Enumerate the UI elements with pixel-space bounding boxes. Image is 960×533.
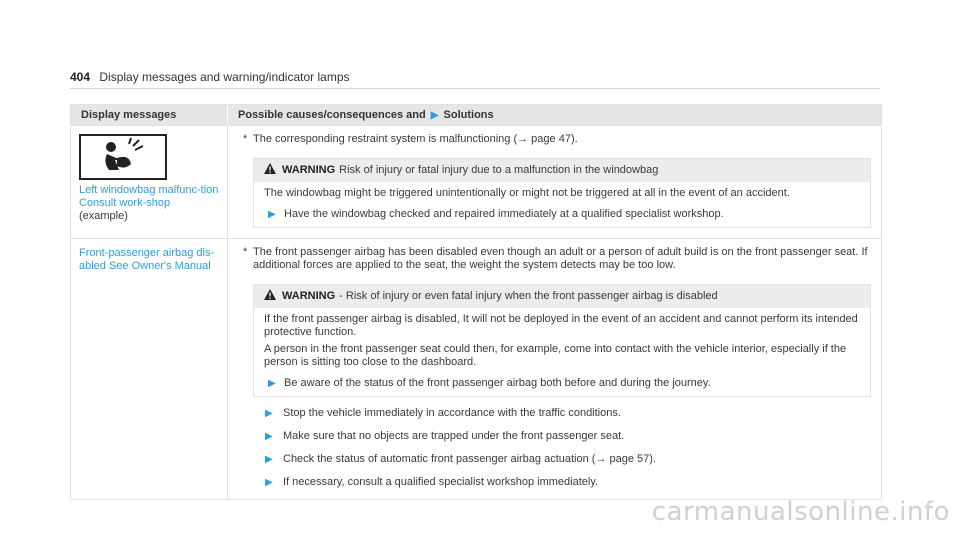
page-number: 404 — [70, 70, 91, 84]
step-item — [243, 476, 871, 489]
watermark: carmanualsonline.info — [651, 497, 950, 527]
play-arrow-icon: ▶ — [268, 378, 276, 389]
step-text: Make sure that no objects are trapped under the front passenger seat. — [283, 430, 625, 442]
step-item — [243, 407, 871, 420]
warning-action-text: Have the windowbag checked and repaired immediately at a qualified specialist workshop. — [284, 208, 724, 220]
play-arrow-icon: ▶ — [265, 431, 273, 442]
warning-text: The windowbag might be triggered unintentionally or might not be triggered at all in the event of an accident. — [264, 187, 790, 199]
play-arrow-icon: ▶ — [265, 408, 273, 419]
warning-box — [253, 284, 871, 397]
causes-cell — [228, 126, 881, 238]
play-arrow-icon: ▶ — [265, 477, 273, 488]
step-item — [243, 453, 871, 466]
display-message-cell — [71, 239, 228, 499]
warning-header — [254, 159, 870, 182]
step-item — [243, 430, 871, 443]
warning-body — [254, 308, 870, 396]
warning-body — [254, 182, 870, 227]
message-link[interactable]: Front-passenger airbag dis-abled See Owner's Manual — [79, 247, 215, 272]
message-link[interactable]: Left windowbag malfunc-tion Consult work-shop — [79, 184, 219, 209]
warning-action — [264, 377, 860, 390]
step-text: If necessary, consult a qualified specialist workshop immediately. — [283, 476, 599, 488]
warning-text: If the front passenger airbag is disabled, It will not be deployed in the event of an accident and cannot perform its intended protective function. — [264, 313, 858, 338]
col-header-causes — [228, 105, 881, 125]
cause-item — [243, 133, 871, 146]
step-text: Stop the vehicle immediately in accordance with the traffic conditions. — [283, 407, 621, 419]
col-header-solutions-text: Solutions — [443, 109, 494, 121]
play-arrow-icon: ▶ — [430, 110, 439, 121]
airbag-warning-icon — [79, 134, 167, 180]
step-text[interactable]: Check the status of automatic front passenger airbag actuation (→ page 57). — [283, 453, 656, 465]
warning-triangle-icon — [264, 163, 276, 178]
warning-triangle-icon — [264, 289, 276, 304]
warning-header — [254, 285, 870, 308]
table-row — [71, 238, 881, 499]
message-suffix: (example) — [79, 210, 128, 222]
header-rule — [70, 88, 880, 89]
cause-item — [243, 246, 871, 272]
warning-label: WARNING — [282, 164, 336, 176]
page-title: Display messages and warning/indicator lamps — [99, 70, 350, 84]
page-header — [70, 70, 350, 84]
messages-table — [70, 104, 882, 500]
cause-star: * — [243, 246, 248, 258]
warning-title: Risk of injury or fatal injury due to a malfunction in the windowbag — [339, 164, 659, 176]
col-header-causes-text: Possible causes/consequences and — [238, 109, 426, 121]
cause-text: The corresponding restraint system is malfunctioning ( — [253, 133, 518, 145]
warning-text: A person in the front passenger seat could then, for example, come into contact with the vehicle interior, especially if the person is sitting too close to the dashboard. — [264, 343, 847, 368]
warning-action — [264, 208, 860, 221]
cause-text: The front passenger airbag has been disabled even though an adult or a person of adult build is on the front passenger seat. If additional forces are applied to the seat, the weight the system detects may be too low. — [253, 246, 868, 271]
warning-label: WARNING — [282, 290, 336, 302]
causes-cell — [228, 239, 881, 499]
warning-action-text: Be aware of the status of the front passenger airbag both before and during the journey. — [284, 377, 711, 389]
col-header-display-messages: Display messages — [71, 105, 228, 125]
display-message-cell — [71, 126, 228, 238]
table-row — [71, 125, 881, 238]
warning-box — [253, 158, 871, 228]
warning-title: - Risk of injury or even fatal injury when the front passenger airbag is disabled — [339, 290, 718, 302]
page-ref-link[interactable]: → page 47). — [517, 133, 578, 145]
cause-star: * — [243, 133, 248, 145]
table-header — [71, 105, 881, 125]
play-arrow-icon: ▶ — [268, 209, 276, 220]
play-arrow-icon: ▶ — [265, 454, 273, 465]
